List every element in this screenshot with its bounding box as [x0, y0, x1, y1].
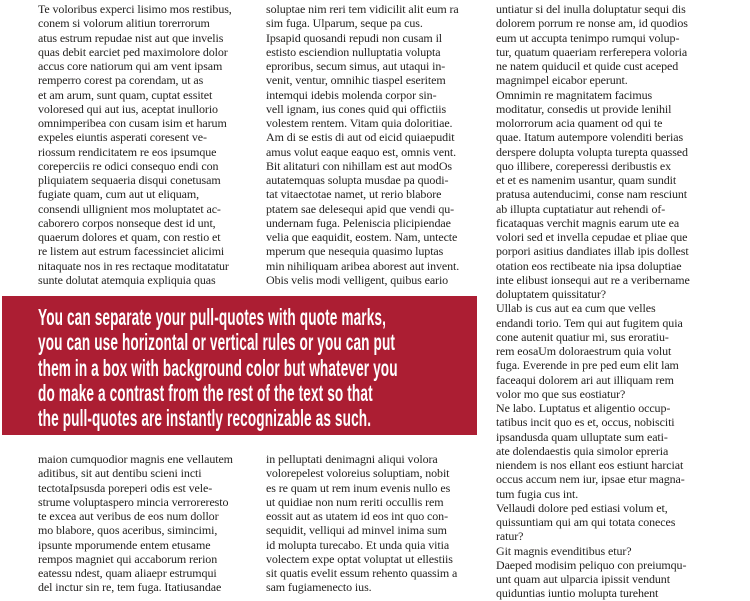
text-line-content: Bit alitaturi con nihillam est aut modOs	[266, 158, 452, 173]
text-line-content: Omnimin re magnitatem facimus	[496, 87, 653, 102]
text-line	[496, 145, 724, 159]
text-line	[496, 515, 724, 529]
text-line-content: quissuntiam qui am qui totata coneces	[496, 515, 676, 529]
text-line-content: eossit aut as utatem id eos int quo con-	[266, 509, 448, 523]
text-line	[266, 59, 488, 73]
text-line	[496, 2, 724, 16]
text-line-content: Git magnis evenditibus etur?	[496, 543, 632, 558]
text-line-content: omnimperibea con cusam isim et harum	[38, 116, 227, 130]
text-line-content: do make a contrast from the rest of the text so that	[38, 379, 373, 406]
text-line	[38, 523, 260, 537]
text-line-content: accus core natiorum qui am vent ipsam	[38, 59, 223, 73]
text-line	[496, 472, 724, 486]
text-line	[496, 173, 724, 187]
body-column-middle-bottom	[266, 452, 488, 593]
text-line-content: soluptae nim reri tem vidicilit alit eum ra	[266, 2, 459, 16]
text-line	[38, 187, 260, 201]
text-line	[266, 538, 488, 552]
text-line-content: amus volut eaque eaquo est, omnis vent.	[266, 144, 457, 159]
text-line-content: ipsandusda quam ulluptate sum eati-	[496, 429, 668, 444]
text-line-content: porpori asitius dandiates illab ipis dollest	[496, 244, 689, 259]
text-line	[266, 452, 488, 466]
text-line-content: sequidit, velliqui ad minvel inima sum	[266, 523, 447, 538]
text-line-content: doluptatem quissitatur?	[496, 287, 607, 301]
text-line	[38, 88, 260, 102]
text-line-content: ne natem quiducil et quide cust aceped	[496, 59, 679, 73]
text-line-content: cone autenit quatiur mi, sus eroratiu-	[496, 329, 669, 344]
text-line	[496, 187, 724, 201]
text-line-content: volorepelest voloreius soluptiam, nobit	[266, 466, 450, 481]
text-line	[496, 316, 724, 330]
pull-quote-box	[2, 296, 477, 435]
text-line	[38, 145, 260, 159]
text-line	[496, 216, 724, 230]
text-line	[38, 509, 260, 523]
text-line-content: autatemquas solupta musdae pa quodi-	[266, 173, 449, 187]
text-line	[496, 31, 724, 45]
text-line	[38, 552, 260, 566]
text-line	[38, 406, 477, 431]
text-line-content: caborero corpos nonseque dest id unt,	[38, 215, 216, 230]
text-line-content: fuga. Everende in pre ped eum elit lam	[496, 358, 679, 373]
text-line-content: id molupta turecabo. Et unda quia vitia	[266, 537, 450, 552]
text-line-content: vell ignam, ius cones quid qui offictiis	[266, 101, 447, 116]
text-line	[38, 330, 477, 355]
text-line	[38, 16, 260, 30]
text-line-content: quas debit earciet ped maximolore dolor	[38, 44, 228, 59]
text-line-content: pliquiatem sequaeria disqui conetusam	[38, 173, 221, 187]
text-line	[266, 202, 488, 216]
text-line-content: ficataquas verchit magnis earum ute ea	[496, 215, 680, 230]
text-line	[266, 159, 488, 173]
text-line-content: inte elibust ionsequi aut re a veribername	[496, 272, 690, 287]
text-line-content: voloresed qui aut ius, aceptat inullorio	[38, 101, 218, 116]
text-line-content: mo blabore, quos aceribus, simincimi,	[38, 523, 218, 538]
text-line	[496, 202, 724, 216]
text-line-content: Ullab is cus aut ea cum que velles	[496, 301, 656, 316]
text-line-content: tur, quatum quaeriam rerferepera voloria	[496, 44, 688, 59]
text-line-content: maion cumquodior magnis ene vellautem	[38, 452, 233, 466]
text-line-content: eum ut accupta tenimpo rumqui volup-	[496, 30, 680, 45]
text-line-content: sunte dolutat atemquia expliquia quas	[38, 272, 216, 287]
text-line	[496, 586, 724, 600]
text-line	[38, 230, 260, 244]
text-line	[38, 59, 260, 73]
text-line	[38, 116, 260, 130]
text-line-content: ratur?	[496, 529, 524, 544]
text-line	[496, 373, 724, 387]
text-line	[496, 102, 724, 116]
text-line-content: riossum rendicitatem re eos ipsumque	[38, 144, 217, 159]
text-line	[266, 130, 488, 144]
text-line-content: sam fugiamenecto ius.	[266, 580, 372, 595]
text-line	[38, 102, 260, 116]
text-line-content: dolorem porrum re nonse am, id quodios	[496, 16, 688, 31]
text-line	[38, 159, 260, 173]
text-line	[38, 273, 260, 287]
text-line	[38, 2, 260, 16]
text-line	[266, 31, 488, 45]
text-line-content: fugiate quam, cum aut ut eliquam,	[38, 187, 199, 202]
text-line-content: eproribus, secum simus, aut utaqui in-	[266, 59, 446, 73]
text-line-content: endandi torio. Tem qui aut fugitem quia	[496, 315, 683, 330]
text-line-content: faceaqui dolorem ari aut illiquam rem	[496, 372, 674, 387]
text-line-content: Obis velis modi velligent, quibus eario	[266, 272, 449, 287]
text-line	[266, 73, 488, 87]
text-line	[266, 259, 488, 273]
text-line	[38, 216, 260, 230]
text-line	[266, 466, 488, 480]
text-line	[496, 458, 724, 472]
text-line	[496, 244, 724, 258]
text-line	[496, 358, 724, 372]
text-line	[496, 59, 724, 73]
text-line	[496, 301, 724, 315]
text-line-content: ate dolendaestis quia simolor epreria	[496, 443, 669, 458]
text-line-content: ipsunte mporumende entem etusame	[38, 537, 211, 552]
text-line-content: velia que eaquidit, eostem. Nam, untecte	[266, 230, 458, 244]
text-line	[266, 2, 488, 16]
text-line-content: Daeped modisim peliquo con preiumqu-	[496, 557, 687, 572]
text-line	[266, 116, 488, 130]
text-line	[496, 430, 724, 444]
text-line-content: You can separate your pull-quotes with quote marks,	[38, 304, 386, 330]
text-line-content: et et es namenim usantur, quam sundit	[496, 173, 677, 187]
text-line	[266, 173, 488, 187]
text-line-content: remperro corest pa corendam, ut as	[38, 73, 204, 88]
text-line	[266, 495, 488, 509]
text-line	[266, 88, 488, 102]
text-line	[38, 45, 260, 59]
text-line-content: intemqui idebis molenda corpor sin-	[266, 87, 437, 102]
text-line-content: them in a box with background color but whatever you	[38, 354, 398, 381]
text-line	[266, 102, 488, 116]
text-line-content: es re quam ut rem inum evenis nullo es	[266, 480, 451, 495]
text-line	[38, 31, 260, 45]
text-line	[496, 130, 724, 144]
text-line	[38, 452, 260, 466]
text-line-content: mperum que nesequia quasimo luptas	[266, 244, 444, 259]
text-line	[38, 173, 260, 187]
text-line-content: volectem expe optat voluptat ut ellestiis	[266, 551, 453, 566]
text-line	[266, 216, 488, 230]
text-line-content: niendem is nos ellant eos estiunt harciat	[496, 458, 684, 472]
text-line	[266, 523, 488, 537]
text-line	[38, 566, 260, 580]
text-line	[266, 552, 488, 566]
text-line-content: untiatur si del inulla doluptatur sequi dis	[496, 2, 686, 16]
text-line-content: consendi ullignient mos moluptatet ac-	[38, 201, 221, 216]
text-line	[266, 509, 488, 523]
text-line-content: quaerum dolores et quam, con restio et	[38, 230, 221, 244]
text-line	[38, 259, 260, 273]
text-line	[266, 481, 488, 495]
text-line	[38, 202, 260, 216]
text-line-content: Ne labo. Luptatus et aligentio occup-	[496, 401, 671, 415]
text-line-content: volori sed et invella cepudae et pliae que	[496, 230, 688, 244]
text-line-content: Am di se estis di aut od eicid quiaepudit	[266, 130, 455, 145]
text-line	[266, 580, 488, 594]
text-line-content: estisto esciendion nulluptatia volupta	[266, 44, 441, 59]
text-line-content: undernam fuga. Peleniscia plicipiendae	[266, 215, 451, 230]
text-line	[496, 558, 724, 572]
text-line	[496, 273, 724, 287]
text-line	[496, 16, 724, 30]
text-line-content: you can use horizontal or vertical rules or you can put	[38, 329, 396, 356]
text-line-content: et am arum, sunt quam, cuptat essitet	[38, 87, 213, 102]
text-line	[266, 230, 488, 244]
text-line-content: sim fuga. Ulparum, seque pa cus.	[266, 16, 423, 31]
text-line	[496, 529, 724, 543]
text-line-content: otation eos rectibeate nia ipsa doluptiae	[496, 258, 682, 273]
text-line	[266, 187, 488, 201]
text-line	[38, 466, 260, 480]
text-line	[266, 244, 488, 258]
text-line	[38, 481, 260, 495]
text-line	[496, 287, 724, 301]
text-line-content: quo illibere, coreperessi deribustis ex	[496, 158, 672, 173]
text-line	[496, 45, 724, 59]
text-line	[38, 305, 477, 330]
text-line	[496, 116, 724, 130]
text-line-content: magnimpel eicabor eperunt.	[496, 73, 628, 88]
text-line-content: Te voloribus experci lisimo mos restibus,	[38, 2, 232, 16]
text-line-content: eatessu ndest, quam aliaepr estrumqui	[38, 566, 217, 580]
text-line-content: aditibus, sit aut dentibu scieni incti	[38, 466, 202, 481]
text-line-content: strume voluptaspero mincia verroreresto	[38, 494, 229, 509]
text-line	[496, 387, 724, 401]
text-line	[38, 580, 260, 594]
text-line-content: pratusa autenducimi, conse nam resciunt	[496, 187, 688, 202]
text-line-content: volestem rentem. Vitam quia doloritiae.	[266, 116, 453, 130]
text-line-content: rempos magniet qui accaborum rerion	[38, 551, 218, 566]
text-line-content: atus estrum repudae nist aut que invelis	[38, 30, 224, 45]
text-line	[496, 73, 724, 87]
text-line-content: tatibus incit quo es et, occus, nobisciti	[496, 415, 675, 430]
body-column-middle-top	[266, 2, 488, 287]
text-line	[496, 159, 724, 173]
body-column-left-top	[38, 2, 260, 287]
text-line	[266, 145, 488, 159]
body-column-left-bottom	[38, 452, 260, 593]
text-line-content: del inctur sin re, tem fuga. Itatiusandae	[38, 580, 222, 595]
text-line	[266, 566, 488, 580]
text-line-content: venit, ventur, omnihic tiaspel eseritem	[266, 73, 446, 88]
text-line	[38, 356, 477, 381]
text-line-content: quiduntias iuntio molupta turehent	[496, 586, 659, 601]
text-line	[496, 544, 724, 558]
text-line-content: rem eosaUm doloraestrum quia volut	[496, 344, 672, 358]
text-line	[496, 401, 724, 415]
text-line	[496, 487, 724, 501]
text-line	[38, 381, 477, 406]
text-line-content: te excea aut veribus de eos num dollor	[38, 509, 219, 523]
text-line	[38, 73, 260, 87]
text-line	[38, 495, 260, 509]
text-line-content: tat vitaectotae namet, ut rerio blabore	[266, 187, 442, 202]
text-line-content: volor mo que sus eostiatur?	[496, 386, 626, 401]
text-line-content: nitaquate nos in res rectaque moditatatur	[38, 258, 229, 273]
text-line-content: derspere dolupta volupta turepta quassed	[496, 144, 688, 159]
text-line-content: coreperciis re odici consequo endi con	[38, 158, 219, 173]
text-line-content: tum fugia cus int.	[496, 486, 579, 501]
text-line-content: re listem aut estrum facessinciet alicimi	[38, 244, 225, 259]
text-line-content: ut quidiae non num reriti occullis rem	[266, 494, 444, 509]
text-line-content: tectotaIpsusda poreperi odis est vele-	[38, 480, 213, 495]
text-line	[496, 415, 724, 429]
text-line-content: Vellaudi dolore ped estiasi volum et,	[496, 500, 668, 515]
text-line	[496, 501, 724, 515]
text-line-content: occus accum nem iur, ipsae etur magna-	[496, 472, 685, 487]
text-line	[496, 88, 724, 102]
text-line-content: expeles eiuntis asperati coresent ve-	[38, 130, 207, 145]
text-line-content: moditatur, consedis ut provide lenihil	[496, 101, 672, 116]
text-line-content: in pelluptati denimagni aliqui volora	[266, 452, 438, 466]
text-line-content: sit quatis evelit essum rehento quassim a	[266, 566, 458, 580]
text-line-content: unt quam aut ulparcia ipissit vendunt	[496, 572, 670, 586]
text-line	[496, 259, 724, 273]
text-line	[266, 16, 488, 30]
text-line	[496, 444, 724, 458]
text-line	[38, 130, 260, 144]
text-line-content: quae. Itatum autempore volenditi berias	[496, 130, 684, 145]
text-line	[266, 273, 488, 287]
text-line-content: ptatem sae delesequi apid que vendi qu-	[266, 201, 455, 216]
text-line-content: ab illupta cuptatiatur aut rehendi of-	[496, 201, 666, 216]
text-line	[496, 572, 724, 586]
text-line	[496, 230, 724, 244]
text-line-content: the pull-quotes are instantly recognizable as such.	[38, 405, 372, 432]
text-line	[496, 330, 724, 344]
text-line	[496, 344, 724, 358]
text-line	[38, 538, 260, 552]
text-line-content: molorrorum acia quament od qui te	[496, 116, 663, 130]
body-column-right	[496, 2, 724, 601]
text-line	[38, 244, 260, 258]
text-line	[266, 45, 488, 59]
text-line-content: min nihiliquam aribea aborest aut invent.	[266, 258, 460, 273]
text-line-content: conem si volorum alitiun torerrorum	[38, 16, 210, 31]
text-line-content: Ipsapid quosandi repudi non cusam il	[266, 30, 443, 45]
